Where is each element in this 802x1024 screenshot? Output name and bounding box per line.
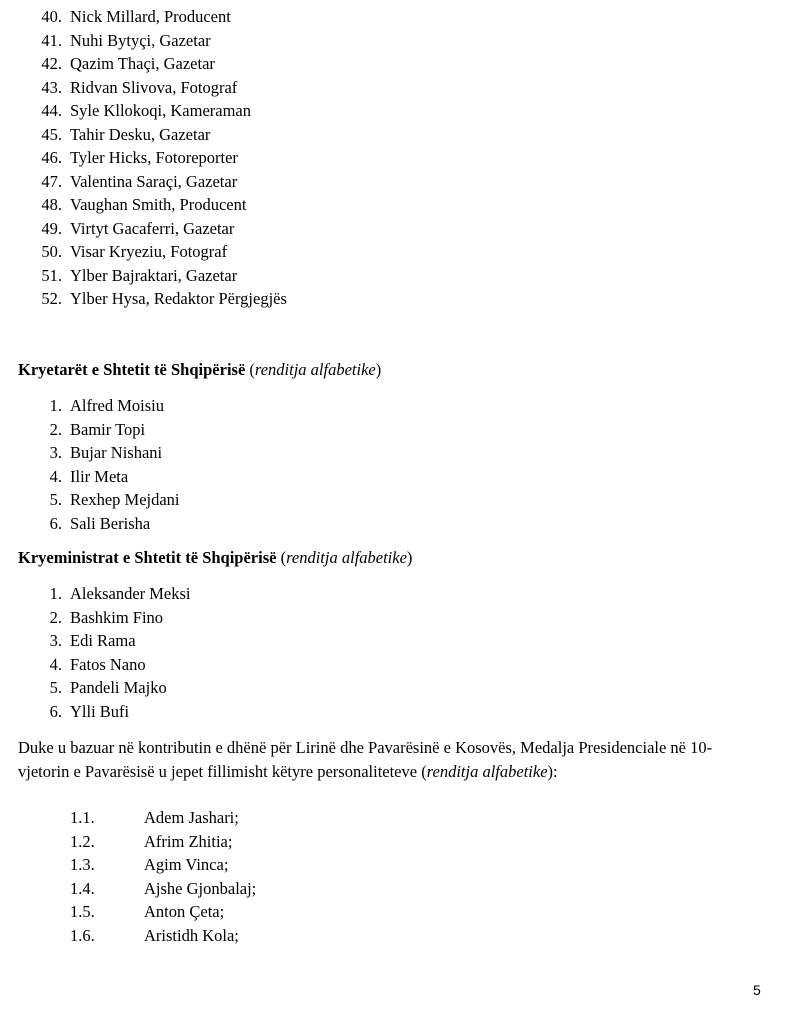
medal-paragraph: Duke u bazuar në kontributin e dhënë për Lirinë dhe Pavarësinë e Kosovës, Medalja Presidenciale në 10- vjetorin e Pavarësisë u jepet fillimisht këtyre personaliteteve (renditja alfabetike): xyxy=(18,738,713,781)
prime-ministers-heading: Kryeministrat e Shtetit të Shqipërisë (renditja alfabetike) xyxy=(18,548,413,567)
page-number: 5 xyxy=(753,982,761,998)
presidents-heading: Kryetarët e Shtetit të Shqipërisë (renditja alfabetike) xyxy=(18,360,382,379)
document-page: 40. Nick Millard, Producent 41. Nuhi Bytyçi, Gazetar 42. Qazim Thaçi, Gazetar 43. Ridvan Slivova, Fotograf 44. Syle Kllokoqi, Kameraman 45. Tahir Desku, Gazetar 46. Tyler Hicks, Fotoreporter 47. Valentina Saraçi, Gazetar 48. Vaughan Smith, Producent 49. Virtyt Gacaferri, Gazetar 50. Visar Kryeziu, Fotograf 51. Ylber Bajraktari, Gazetar 52. Ylber Hysa, Redaktor Përgjegjës Kryetarët e Shtetit të Shqipërisë (renditja alfabetike) 1. Alfred Moisiu 2. Bamir Topi 3. Bujar Nishani 4. Ilir Meta 5. Rexhep Mejdani 6. Sali Berisha Kryeministrat e Shtetit të Shqipërisë (renditja alfabetike) 1. Aleksander Meksi 2. Bashkim Fino 3. Edi Rama 4. Fatos Nano 5. Pandeli Majko 6. Ylli Bufi Duke u bazuar në kontributin e dhënë për Lirinë dhe Pavarësinë e Kosovës, Medalja Presidenciale në 10- vjetorin e Pavarësisë u jepet fillimisht këtyre personaliteteve (renditja alfabetike): 1.1. Adem Jashari; 1.2. Afrim Zhitia; 1.3. Agim Vinca; 1.4. Ajshe Gjonbalaj; 1.5. Anton Çeta; 1.6. Aristidh Kola; 5 xyxy=(0,0,802,1024)
